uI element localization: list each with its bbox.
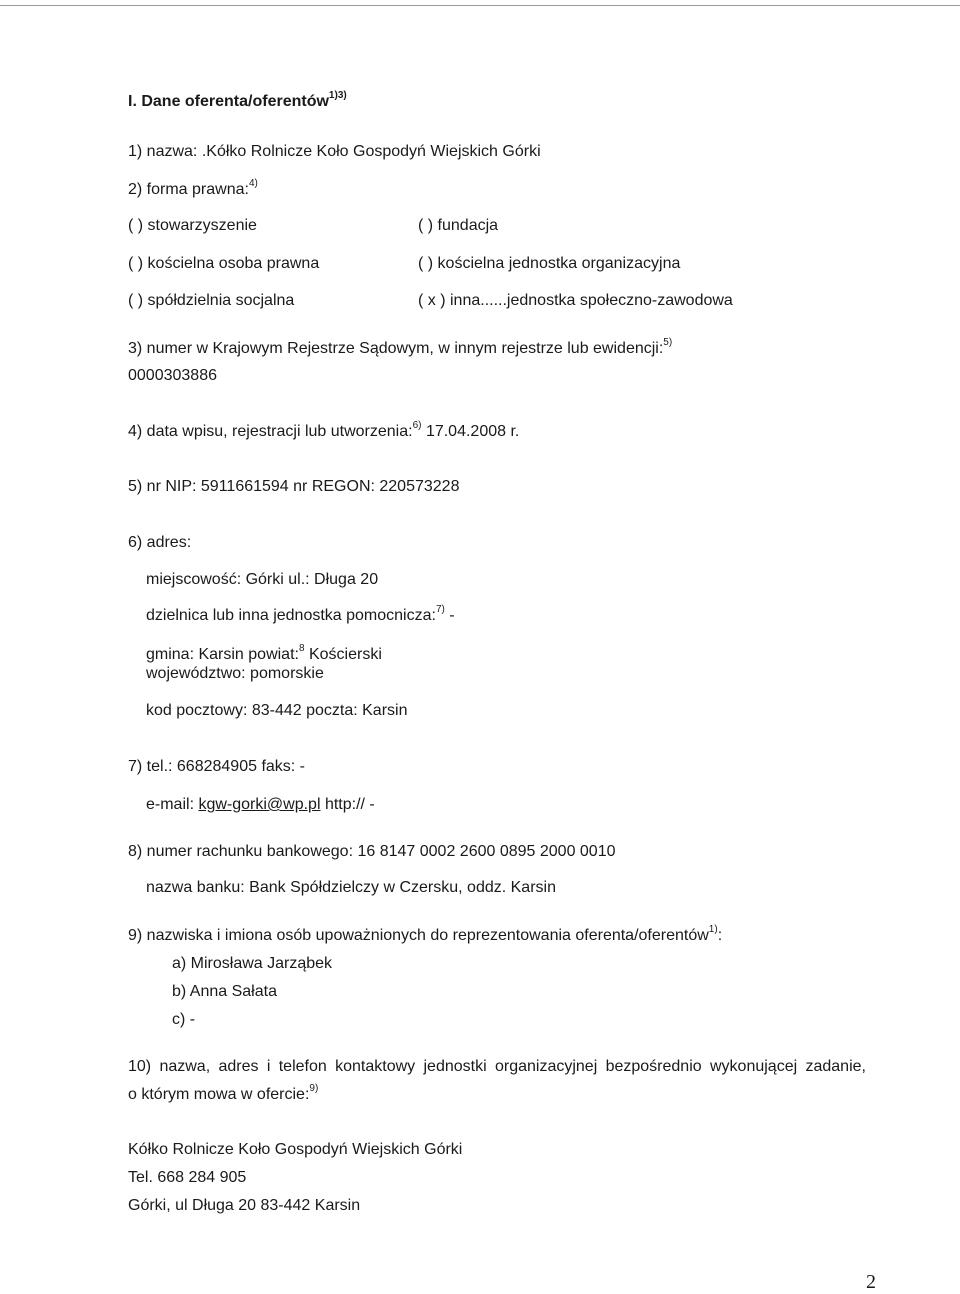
address-district-footnote: 7) [435,604,445,615]
contact-email-row [146,795,375,814]
unit-label-line1 [128,1057,866,1076]
unit-label-word: 10) [128,1058,152,1075]
unit-label-word: adres [218,1058,259,1075]
bank-account: 8) numer rachunku bankowego: 16 8147 0002 2600 0895 2000 0010 [128,843,616,860]
contact-phone-fax: 7) tel.: 668284905 faks: - [128,758,305,775]
address-powiat-footnote: 8 [298,643,305,654]
unit-name: Kółko Rolnicze Koło Gospodyń Wiejskich Górki [128,1141,463,1158]
address-powiat-value: Kościerski [304,646,382,663]
address-district [146,606,455,625]
legal-form-option-inna: ( x ) inna......jednostka społeczno-zawodowa [418,292,733,309]
unit-label-line2 [128,1085,318,1104]
unit-phone: Tel. 668 284 905 [128,1169,247,1186]
unit-label-word: jednostki [423,1058,487,1075]
contact-email-link[interactable]: kgw-gorki@wp.pl [198,796,321,813]
representatives-label [128,926,722,945]
entry-date-label: 4) data wpisu, rejestracji lub utworzenia: [128,423,413,440]
nip-regon: 5) nr NIP: 5911661594 nr REGON: 220573228 [128,478,460,495]
unit-label-word: wykonującej [709,1058,798,1075]
address-voivodeship: województwo: pomorskie [146,665,324,682]
page-number: 2 [866,1271,876,1293]
legal-form-option-stowarzyszenie: ( ) stowarzyszenie [128,217,257,234]
section-title [128,92,347,111]
address-gmina-powiat [146,645,382,664]
address-gmina: gmina: Karsin powiat: [146,646,299,663]
representative-b: b) Anna Sałata [172,983,277,1000]
legal-form-option-spoldzielnia: ( ) spółdzielnia socjalna [128,292,295,309]
contact-http: http:// - [320,796,375,813]
bank-name: nazwa banku: Bank Spółdzielczy w Czersku, oddz. Karsin [146,879,556,896]
registry-number: 0000303886 [128,367,217,384]
scan-edge-line [0,5,960,6]
representative-a: a) Mirosława Jarząbek [172,955,333,972]
entry-date-row [128,422,519,441]
legal-form-label [128,180,258,199]
address-district-value: - [444,607,455,624]
section-title-text: I. Dane oferenta/oferentów [128,93,329,110]
name-label: 1) nazwa: . [128,143,207,160]
contact-email-label: e-mail: [146,796,199,813]
name-value: Kółko Rolnicze Koło Gospodyń Wiejskich Górki [206,143,541,160]
legal-form-option-fundacja: ( ) fundacja [418,217,499,234]
unit-label-line2-text: o którym mowa w ofercie: [128,1086,310,1103]
legal-form-option-koscielna-osoba-prawna: ( ) kościelna osoba prawna [128,255,320,272]
address-district-label: dzielnica lub inna jednostka pomocnicza: [146,607,436,624]
unit-label-word: organizacyjnej [494,1058,598,1075]
registry-label-text: 3) numer w Krajowym Rejestrze Sądowym, w innym rejestrze lub ewidencji: [128,340,664,357]
legal-form-label-text: 2) forma prawna: [128,181,249,198]
unit-label-word: bezpośrednio [605,1058,702,1075]
unit-label-word: nazwa, [159,1058,211,1075]
registry-label [128,339,672,358]
representative-c: c) - [172,1011,196,1028]
representatives-footnote: 1) [708,924,718,935]
unit-label-word: zadanie, [805,1058,866,1075]
address-postal: kod pocztowy: 83-442 poczta: Karsin [146,702,408,719]
unit-label-word: kontaktowy [335,1058,416,1075]
unit-label-word: telefon [278,1058,327,1075]
legal-form-option-koscielna-jednostka: ( ) kościelna jednostka organizacyjna [418,255,681,272]
representatives-label-text: 9) nazwiska i imiona osób upoważnionych do reprezentowania oferenta/oferentów [128,927,709,944]
address-locality: miejscowość: Górki ul.: Długa 20 [146,571,379,588]
legal-form-footnote: 4) [248,178,258,189]
entry-date-value: 17.04.2008 r. [425,423,520,440]
unit-label-word: i [266,1058,271,1075]
unit-label-footnote: 9) [309,1083,319,1094]
name-row [128,142,541,161]
section-title-footnote: 1)3) [328,90,347,101]
registry-footnote: 5) [663,337,673,348]
entry-date-footnote: 6) [412,420,422,431]
unit-address: Górki, ul Długa 20 83-442 Karsin [128,1197,361,1214]
address-label: 6) adres: [128,534,192,551]
representatives-label-colon: : [717,927,723,944]
